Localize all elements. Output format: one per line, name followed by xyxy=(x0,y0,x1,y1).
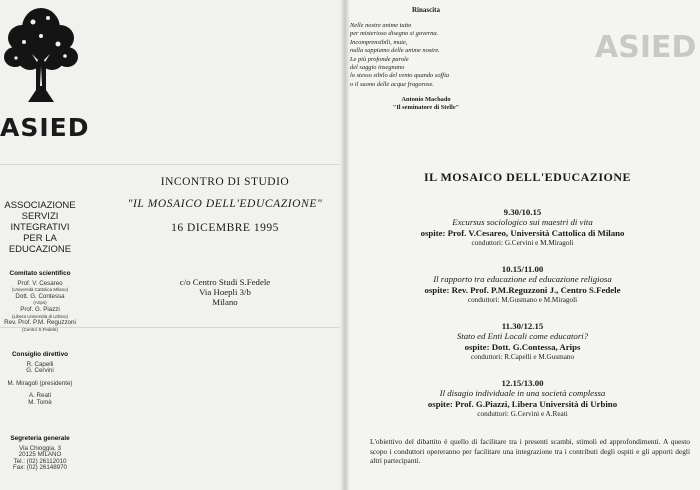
phone-line: Tel.: (02) 26112010 xyxy=(13,457,67,465)
general-secretariat xyxy=(0,436,80,472)
scientific-committee xyxy=(0,271,80,333)
program-session xyxy=(355,207,690,249)
program-session xyxy=(355,321,690,363)
organization-logo-text: ASIED xyxy=(0,113,90,142)
poem-author: Antonio Machado xyxy=(401,96,451,104)
poem-line: lo stesso sibilo del vento quando soffia xyxy=(350,72,450,80)
member-name: M. Miragoli (presidente) xyxy=(7,379,73,387)
member-name: Rev. Prof. P.M. Reguzzoni xyxy=(4,319,76,327)
org-name-line: EDUCAZIONE xyxy=(8,244,72,255)
event-date: 16 DICEMBRE 1995 xyxy=(171,222,279,234)
member-name: Prof. V. Cesareo xyxy=(17,279,63,287)
poem-line: nulla sappiamo delle anime nostre. xyxy=(350,47,440,55)
member-affiliation: (Centro S.Fedele) xyxy=(22,326,58,332)
poem-line: Nelle nostre anime tutto xyxy=(350,22,412,29)
session-conductors: conduttori: G.Cervini e M.Miragoli xyxy=(471,239,574,248)
venue-line: c/o Centro Studi S.Fedele xyxy=(179,277,271,287)
session-guest: ospite: Rev. Prof. P.M.Reguzzoni J., Centro S.Fedele xyxy=(424,284,621,295)
association-sidebar xyxy=(0,0,90,490)
member-affiliation: (Università Cattolica Milano) xyxy=(11,287,69,293)
event-title: "IL MOSAICO DELL'EDUCAZIONE" xyxy=(127,198,323,210)
session-topic: Il disagio individuale in una società complessa xyxy=(439,388,606,399)
session-conductors: conduttori: R.Capelli e M.Gusmano xyxy=(470,353,575,362)
left-page xyxy=(0,0,345,490)
program-title: IL MOSAICO DELL'EDUCAZIONE xyxy=(423,170,632,184)
member-name: A. Reati xyxy=(28,392,51,400)
section-heading: Comitato scientifico xyxy=(9,270,71,277)
section-heading: Segreteria generale xyxy=(10,435,70,442)
poem-line: del saggio insegnano xyxy=(350,64,405,72)
board-of-directors xyxy=(0,352,80,407)
session-conductors: conduttori: G.Cervini e A.Reati xyxy=(477,410,568,419)
member-name: G. Cervini xyxy=(26,367,54,375)
address-line: Via Chioggia, 3 xyxy=(19,444,61,452)
poem-attribution xyxy=(346,96,506,112)
member-affiliation: (Libera Università di Urbino) xyxy=(11,313,69,319)
session-topic: Stato ed Enti Locali come educatori? xyxy=(456,331,589,342)
org-name-line: PER LA xyxy=(23,233,57,244)
session-time: 9.30/10.15 xyxy=(503,207,542,217)
poem-line: Le più profonde parole xyxy=(350,55,409,63)
poem xyxy=(346,6,506,112)
organization-full-name xyxy=(0,200,80,255)
session-guest: ospite: Dott. G.Contessa, Arips xyxy=(464,341,581,352)
session-guest: ospite: Prof. V.Cesareo, Università Cattolica di Milano xyxy=(420,227,625,238)
session-time: 11.30/12.15 xyxy=(501,321,544,331)
bleed-through-logo: ASIED xyxy=(595,30,697,65)
poem-body xyxy=(346,22,506,89)
session-time: 12.15/13.00 xyxy=(501,378,544,388)
member-name: Dott. G. Contessa xyxy=(15,292,65,300)
fax-line: Fax: (02) 26148970 xyxy=(12,464,67,472)
address-line: 20125 MILANO xyxy=(18,451,62,459)
event-type: INCONTRO DI STUDIO xyxy=(160,176,290,188)
poem-title: Rinascita xyxy=(412,6,440,14)
member-name: R. Capelli xyxy=(26,360,54,368)
member-name: Prof. G. Piazzi xyxy=(20,305,60,313)
session-guest: ospite: Prof. G.Piazzi, Libera Università di Urbino xyxy=(427,398,618,409)
event-venue xyxy=(110,277,340,307)
org-name-line: ASSOCIAZIONE xyxy=(4,200,76,211)
venue-line: Milano xyxy=(212,297,238,307)
member-affiliation: (Arips) xyxy=(33,300,47,306)
program-session xyxy=(355,264,690,306)
session-topic: Excursus sociologico sui maestri di vita xyxy=(452,217,593,228)
session-time: 10.15/11.00 xyxy=(501,264,544,274)
venue-line: Via Hoepli 3/b xyxy=(199,287,251,297)
session-topic: Il rapporto tra educazione ed educazione religiosa xyxy=(433,274,612,285)
org-name-line: INTEGRATIVI xyxy=(10,222,70,233)
section-heading: Consiglio direttivo xyxy=(11,351,69,358)
poem-line: per misterioso disegno si governa. xyxy=(350,30,439,38)
closing-note: L'obiettivo del dibattito è quello di facilitare tra i presenti scambi, stimoli ed approfondimenti. A questo scopo i conduttori opereranno per facilitare una integrazione tra i contributi degli ospiti e gli apporti degli altri partecipanti. xyxy=(370,437,690,466)
poem-source: "Il seminatore di Stelle" xyxy=(392,104,460,112)
session-conductors: conduttori: M.Gusmano e M.Miragoli xyxy=(467,296,578,305)
program-session xyxy=(355,378,690,420)
org-name-line: SERVIZI xyxy=(21,211,59,222)
poem-line: Incomprensibili, mute, xyxy=(350,38,408,46)
poem-line: o il suono delle acque fragorose. xyxy=(350,80,434,88)
tree-logo-icon xyxy=(2,2,80,107)
member-name: M. Tomè xyxy=(28,398,52,406)
